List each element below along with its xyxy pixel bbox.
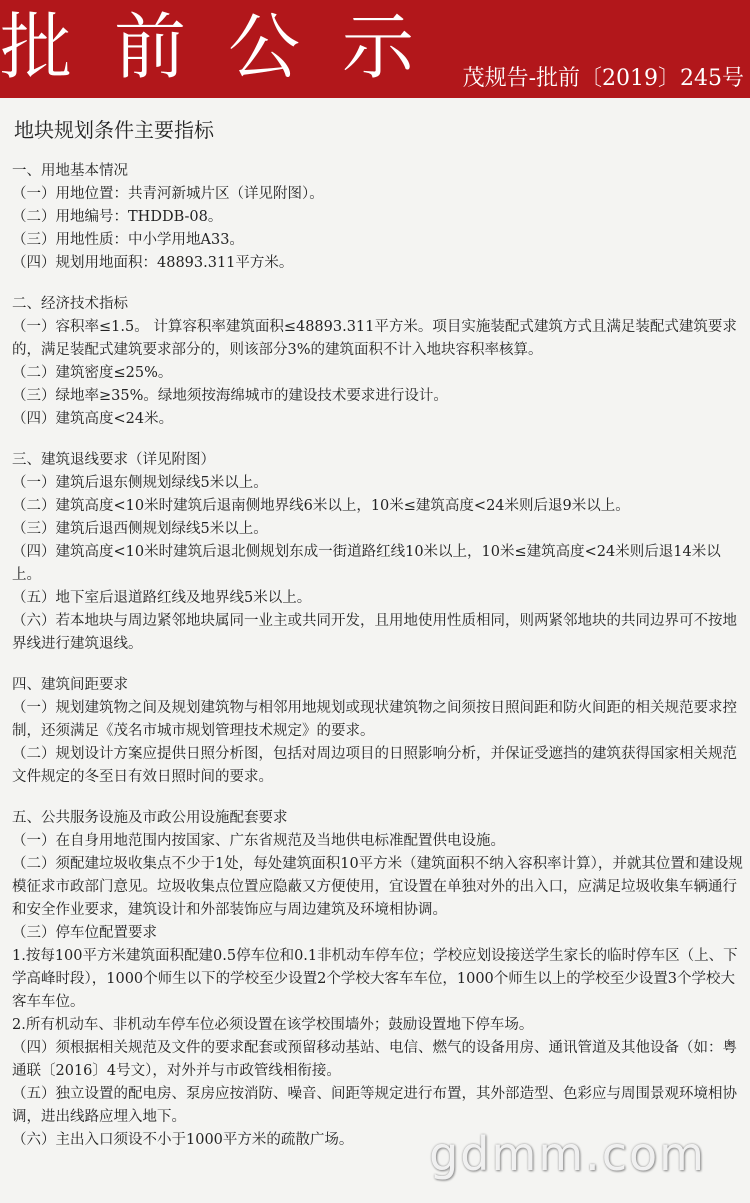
section-item: （二）须配建垃圾收集点不少于1处，每处建筑面积10平方米（建筑面积不纳入容积率计算），并就其位置和建设规模征求市政部门意见。垃圾收集点位置应隐蔽又方便使用，宜设置在单独对外的出入口，应满足垃圾收集车辆通行和安全作业要求，建筑设计和外部装饰应与周边建筑及环境相协调。 — [12, 856, 743, 918]
section-item: （二）规划设计方案应提供日照分析图，包括对周边项目的日照影响分析，并保证受遮挡的建筑获得国家相关规范文件规定的冬至日有效日照时间的要求。 — [12, 746, 737, 785]
document-body — [12, 108, 744, 1170]
section-item: （二）用地编号：THDDB-08。 — [12, 209, 223, 225]
section-heading: 五、公共服务设施及市政公用设施配套要求 — [12, 810, 288, 826]
section-item: （一）容积率≤1.5。 计算容积率建筑面积≤48893.311平方米。项目实施装配式建筑方式且满足装配式建筑要求的，满足装配式建筑要求部分的，则该部分3%的建筑面积不计入地块容积率核算。 — [12, 319, 737, 358]
section-heading: 三、建筑退线要求（详见附图） — [12, 452, 215, 468]
section-item: （四）建筑高度<10米时建筑后退北侧规划东成一街道路红线10米以上，10米≤建筑高度<24米则后退14米以上。 — [12, 544, 721, 583]
section-item: （五）地下室后退道路红线及地界线5米以上。 — [12, 590, 312, 606]
section-item: （三）绿地率≥35%。绿地须按海绵城市的建设技术要求进行设计。 — [12, 388, 448, 404]
section-item: （三）停车位配置要求 — [12, 925, 157, 941]
section-item: （一）规划建筑物之间及规划建筑物与相邻用地规划或现状建筑物之间须按日照间距和防火间距的相关规范要求控制，还须满足《茂名市城市规划管理技术规定》的要求。 — [12, 700, 737, 739]
section-item: 1.按每100平方米建筑面积配建0.5停车位和0.1非机动车停车位；学校应划设接送学生家长的临时停车区（上、下学高峰时段），1000个师生以下的学校至少设置2个学校大客车车位，1000个师生以上的学校至少设置3个学校大客车车位。 — [12, 948, 738, 1010]
section-item: （一）用地位置：共青河新城片区（详见附图）。 — [12, 186, 324, 202]
section-item: （四）建筑高度<24米。 — [12, 411, 174, 427]
section-item: （五）独立设置的配电房、泵房应按消防、噪音、间距等规定进行布置，其外部造型、色彩应与周围景观环境相协调，进出线路应埋入地下。 — [12, 1086, 737, 1125]
section-item: （六）若本地块与周边紧邻地块属同一业主或共同开发，且用地使用性质相同，则两紧邻地块的共同边界可不按地界线进行建筑退线。 — [12, 613, 737, 652]
section-item: （六）主出入口须设不小于1000平方米的疏散广场。 — [12, 1132, 354, 1148]
section-heading: 二、经济技术指标 — [12, 296, 128, 312]
section-item: （一）在自身用地范围内按国家、广东省规范及当地供电标准配置供电设施。 — [12, 833, 505, 849]
section-heading: 一、用地基本情况 — [12, 163, 128, 179]
section-item: 2.所有机动车、非机动车停车位必须设置在该学校围墙外；鼓励设置地下停车场。 — [12, 1017, 534, 1033]
section-heading: 四、建筑间距要求 — [12, 677, 128, 693]
document-title: 地块规划条件主要指标 — [14, 118, 214, 142]
section-item: （三）建筑后退西侧规划绿线5米以上。 — [12, 521, 268, 537]
section — [12, 293, 744, 431]
announcement-banner — [0, 0, 750, 98]
section-item: （四）规划用地面积：48893.311平方米。 — [12, 255, 294, 271]
section-item: （二）建筑高度<10米时建筑后退南侧地界线6米以上，10米≤建筑高度<24米则后退9米以上。 — [12, 498, 630, 514]
watermark-logo: gdmm.com — [429, 1127, 706, 1181]
section-item: （一）建筑后退东侧规划绿线5米以上。 — [12, 475, 268, 491]
document-number: 茂规告-批前〔2019〕245号 — [462, 66, 744, 91]
sections-container — [12, 160, 744, 1152]
section-item: （二）建筑密度≤25%。 — [12, 365, 173, 381]
section-item: （四）须根据相关规范及文件的要求配套或预留移动基站、电信、燃气的设备用房、通讯管道及其他设备（如：粤通联〔2016〕4号文），对外并与市政管线相衔接。 — [12, 1040, 737, 1079]
section — [12, 449, 744, 656]
section — [12, 807, 744, 1152]
section — [12, 160, 744, 275]
section — [12, 674, 744, 789]
section-item: （三）用地性质：中小学用地A33。 — [12, 232, 244, 248]
banner-title: 批前公示 — [0, 5, 457, 89]
